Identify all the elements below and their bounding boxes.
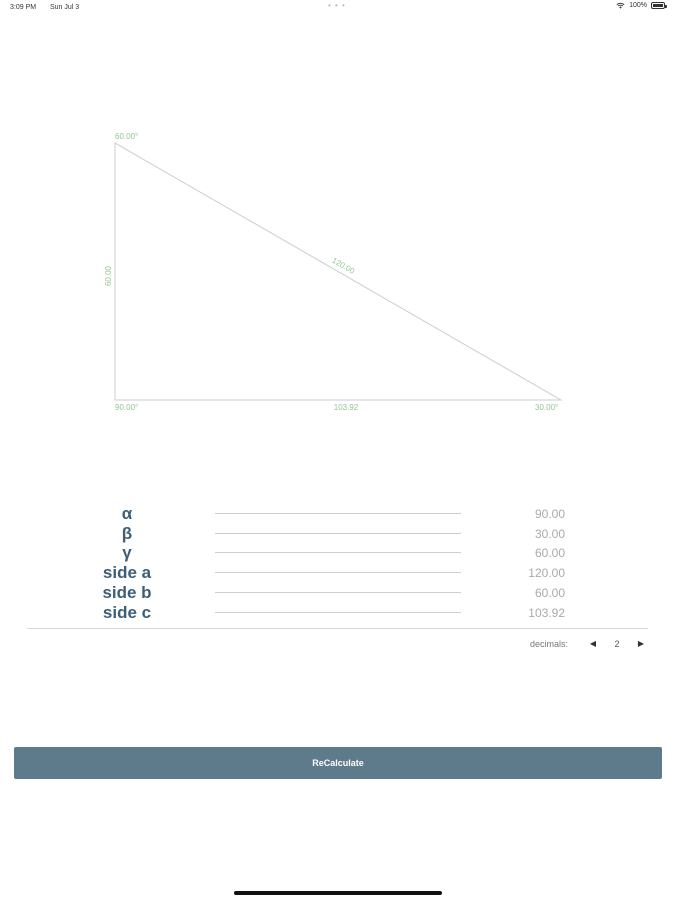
result-row-side-b xyxy=(0,583,675,603)
divider xyxy=(27,628,648,629)
result-label: γ xyxy=(122,543,132,562)
triangle-shape xyxy=(115,143,561,400)
result-slider[interactable] xyxy=(215,533,461,534)
result-label: side b xyxy=(102,583,152,602)
result-value: 90.00 xyxy=(534,507,565,521)
home-indicator[interactable] xyxy=(234,891,442,895)
result-value: 60.00 xyxy=(534,586,565,600)
side-left-label: 60.00 xyxy=(104,265,113,287)
result-row-side-c xyxy=(0,603,675,623)
status-time: 3:09 PM xyxy=(10,4,37,11)
decimals-value: 2 xyxy=(614,639,620,649)
result-row-side-a xyxy=(0,563,675,583)
result-row-alpha xyxy=(0,504,675,524)
decimals-control xyxy=(0,637,675,651)
result-row-gamma xyxy=(0,543,675,563)
triangle-right-icon: ▶ xyxy=(637,639,645,648)
battery-percent: 100% xyxy=(629,2,647,9)
status-date: Sun Jul 3 xyxy=(50,4,80,11)
angle-bottom-left-label: 90.00° xyxy=(115,403,139,412)
result-slider[interactable] xyxy=(215,552,461,553)
result-value: 30.00 xyxy=(534,527,565,541)
result-slider[interactable] xyxy=(215,612,461,613)
decrement-decimals-button[interactable] xyxy=(587,637,599,651)
side-bottom-label: 103.92 xyxy=(333,403,359,412)
result-value: 120.00 xyxy=(528,566,565,580)
result-label: side a xyxy=(102,563,152,582)
result-slider[interactable] xyxy=(215,592,461,593)
decimals-label: decimals: xyxy=(530,639,569,649)
result-slider[interactable] xyxy=(215,572,461,573)
result-slider[interactable] xyxy=(215,513,461,514)
angle-bottom-right-label: 30.00° xyxy=(535,403,559,412)
result-label: α xyxy=(121,504,133,523)
result-label: β xyxy=(121,524,133,543)
multitasking-dots-icon[interactable]: • • • xyxy=(328,1,346,10)
side-hypotenuse-label: 120.00 xyxy=(330,255,357,276)
result-row-beta xyxy=(0,524,675,544)
result-label: side c xyxy=(102,603,152,622)
increment-decimals-button[interactable] xyxy=(635,637,647,651)
result-value: 60.00 xyxy=(534,546,565,560)
result-value: 103.92 xyxy=(528,606,565,620)
triangle-left-icon: ◀ xyxy=(589,639,597,648)
angle-top-label: 60.00° xyxy=(115,132,139,141)
recalculate-button[interactable]: ReCalculate xyxy=(14,747,662,779)
triangle-diagram xyxy=(0,0,675,440)
